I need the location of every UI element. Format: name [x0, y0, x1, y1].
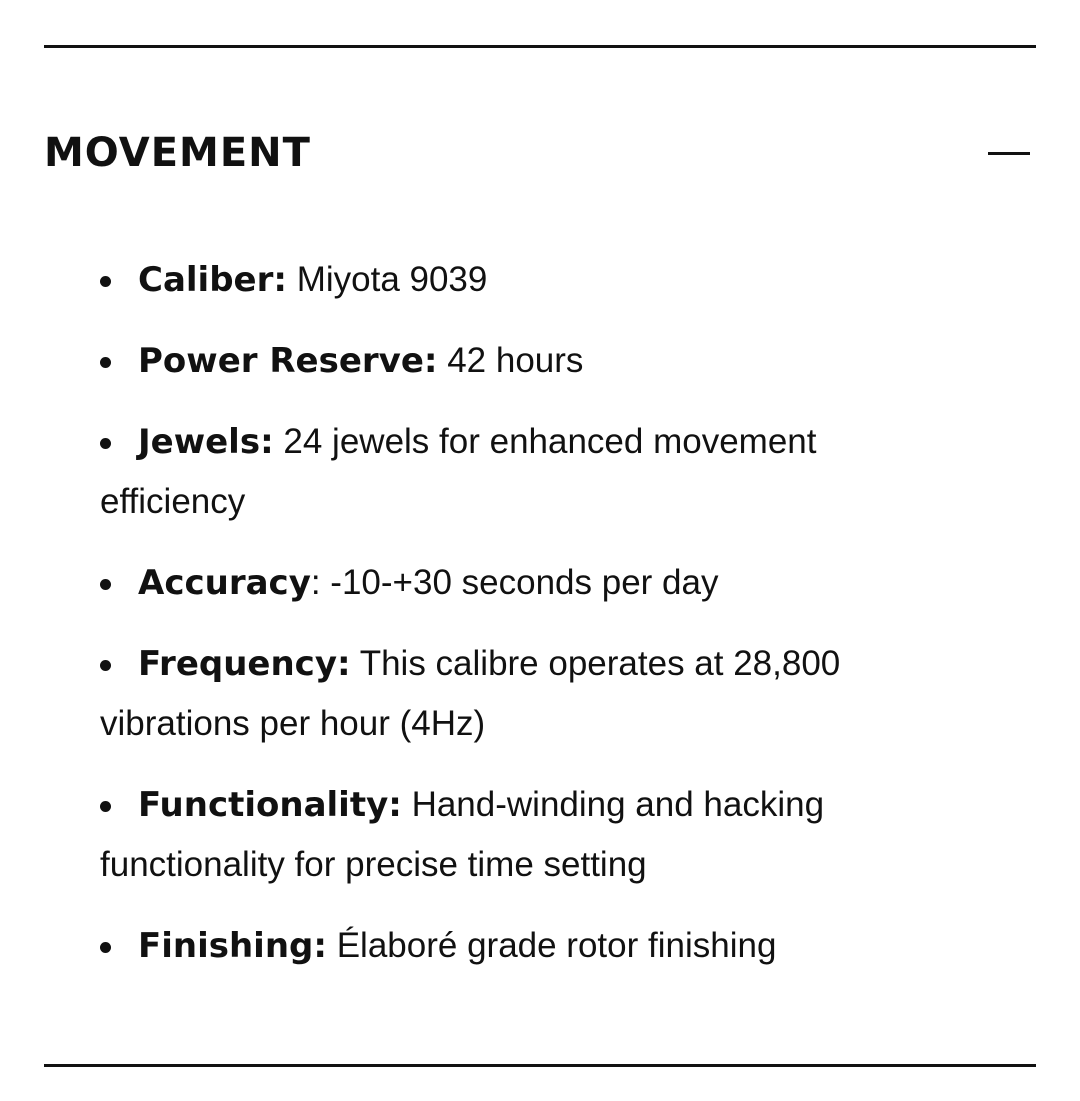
spec-value: Miyota 9039	[286, 260, 488, 299]
spec-value: : -10-+30 seconds per day	[310, 563, 719, 602]
spec-value: 42 hours	[437, 341, 584, 380]
spec-item-jewels	[100, 412, 970, 532]
section-title: MOVEMENT	[44, 130, 311, 176]
spec-label: Frequency:	[138, 644, 351, 684]
top-divider	[44, 45, 1036, 48]
spec-item-functionality	[100, 775, 970, 895]
movement-accordion-header[interactable]	[44, 118, 1036, 188]
spec-label: Caliber:	[138, 260, 287, 300]
minus-icon[interactable]	[988, 152, 1030, 155]
spec-label: Functionality:	[138, 785, 402, 825]
spec-label: Power Reserve:	[138, 341, 438, 381]
spec-item-caliber	[100, 250, 970, 310]
movement-spec-list	[100, 250, 970, 997]
spec-item-frequency	[100, 634, 970, 754]
spec-value: Hand-winding and hacking functionality for precise time setting	[100, 785, 825, 884]
spec-item-power-reserve	[100, 331, 970, 391]
spec-label: Accuracy	[138, 563, 311, 603]
spec-value: 24 jewels for enhanced movement efficiency	[100, 422, 817, 521]
spec-value: This calibre operates at 28,800 vibrations per hour (4Hz)	[100, 644, 841, 743]
spec-item-accuracy	[100, 553, 970, 613]
spec-label: Jewels:	[138, 422, 274, 462]
spec-label: Finishing:	[138, 926, 327, 966]
spec-item-finishing	[100, 916, 970, 976]
spec-value: Élaboré grade rotor finishing	[326, 926, 777, 965]
bottom-divider	[44, 1064, 1036, 1067]
